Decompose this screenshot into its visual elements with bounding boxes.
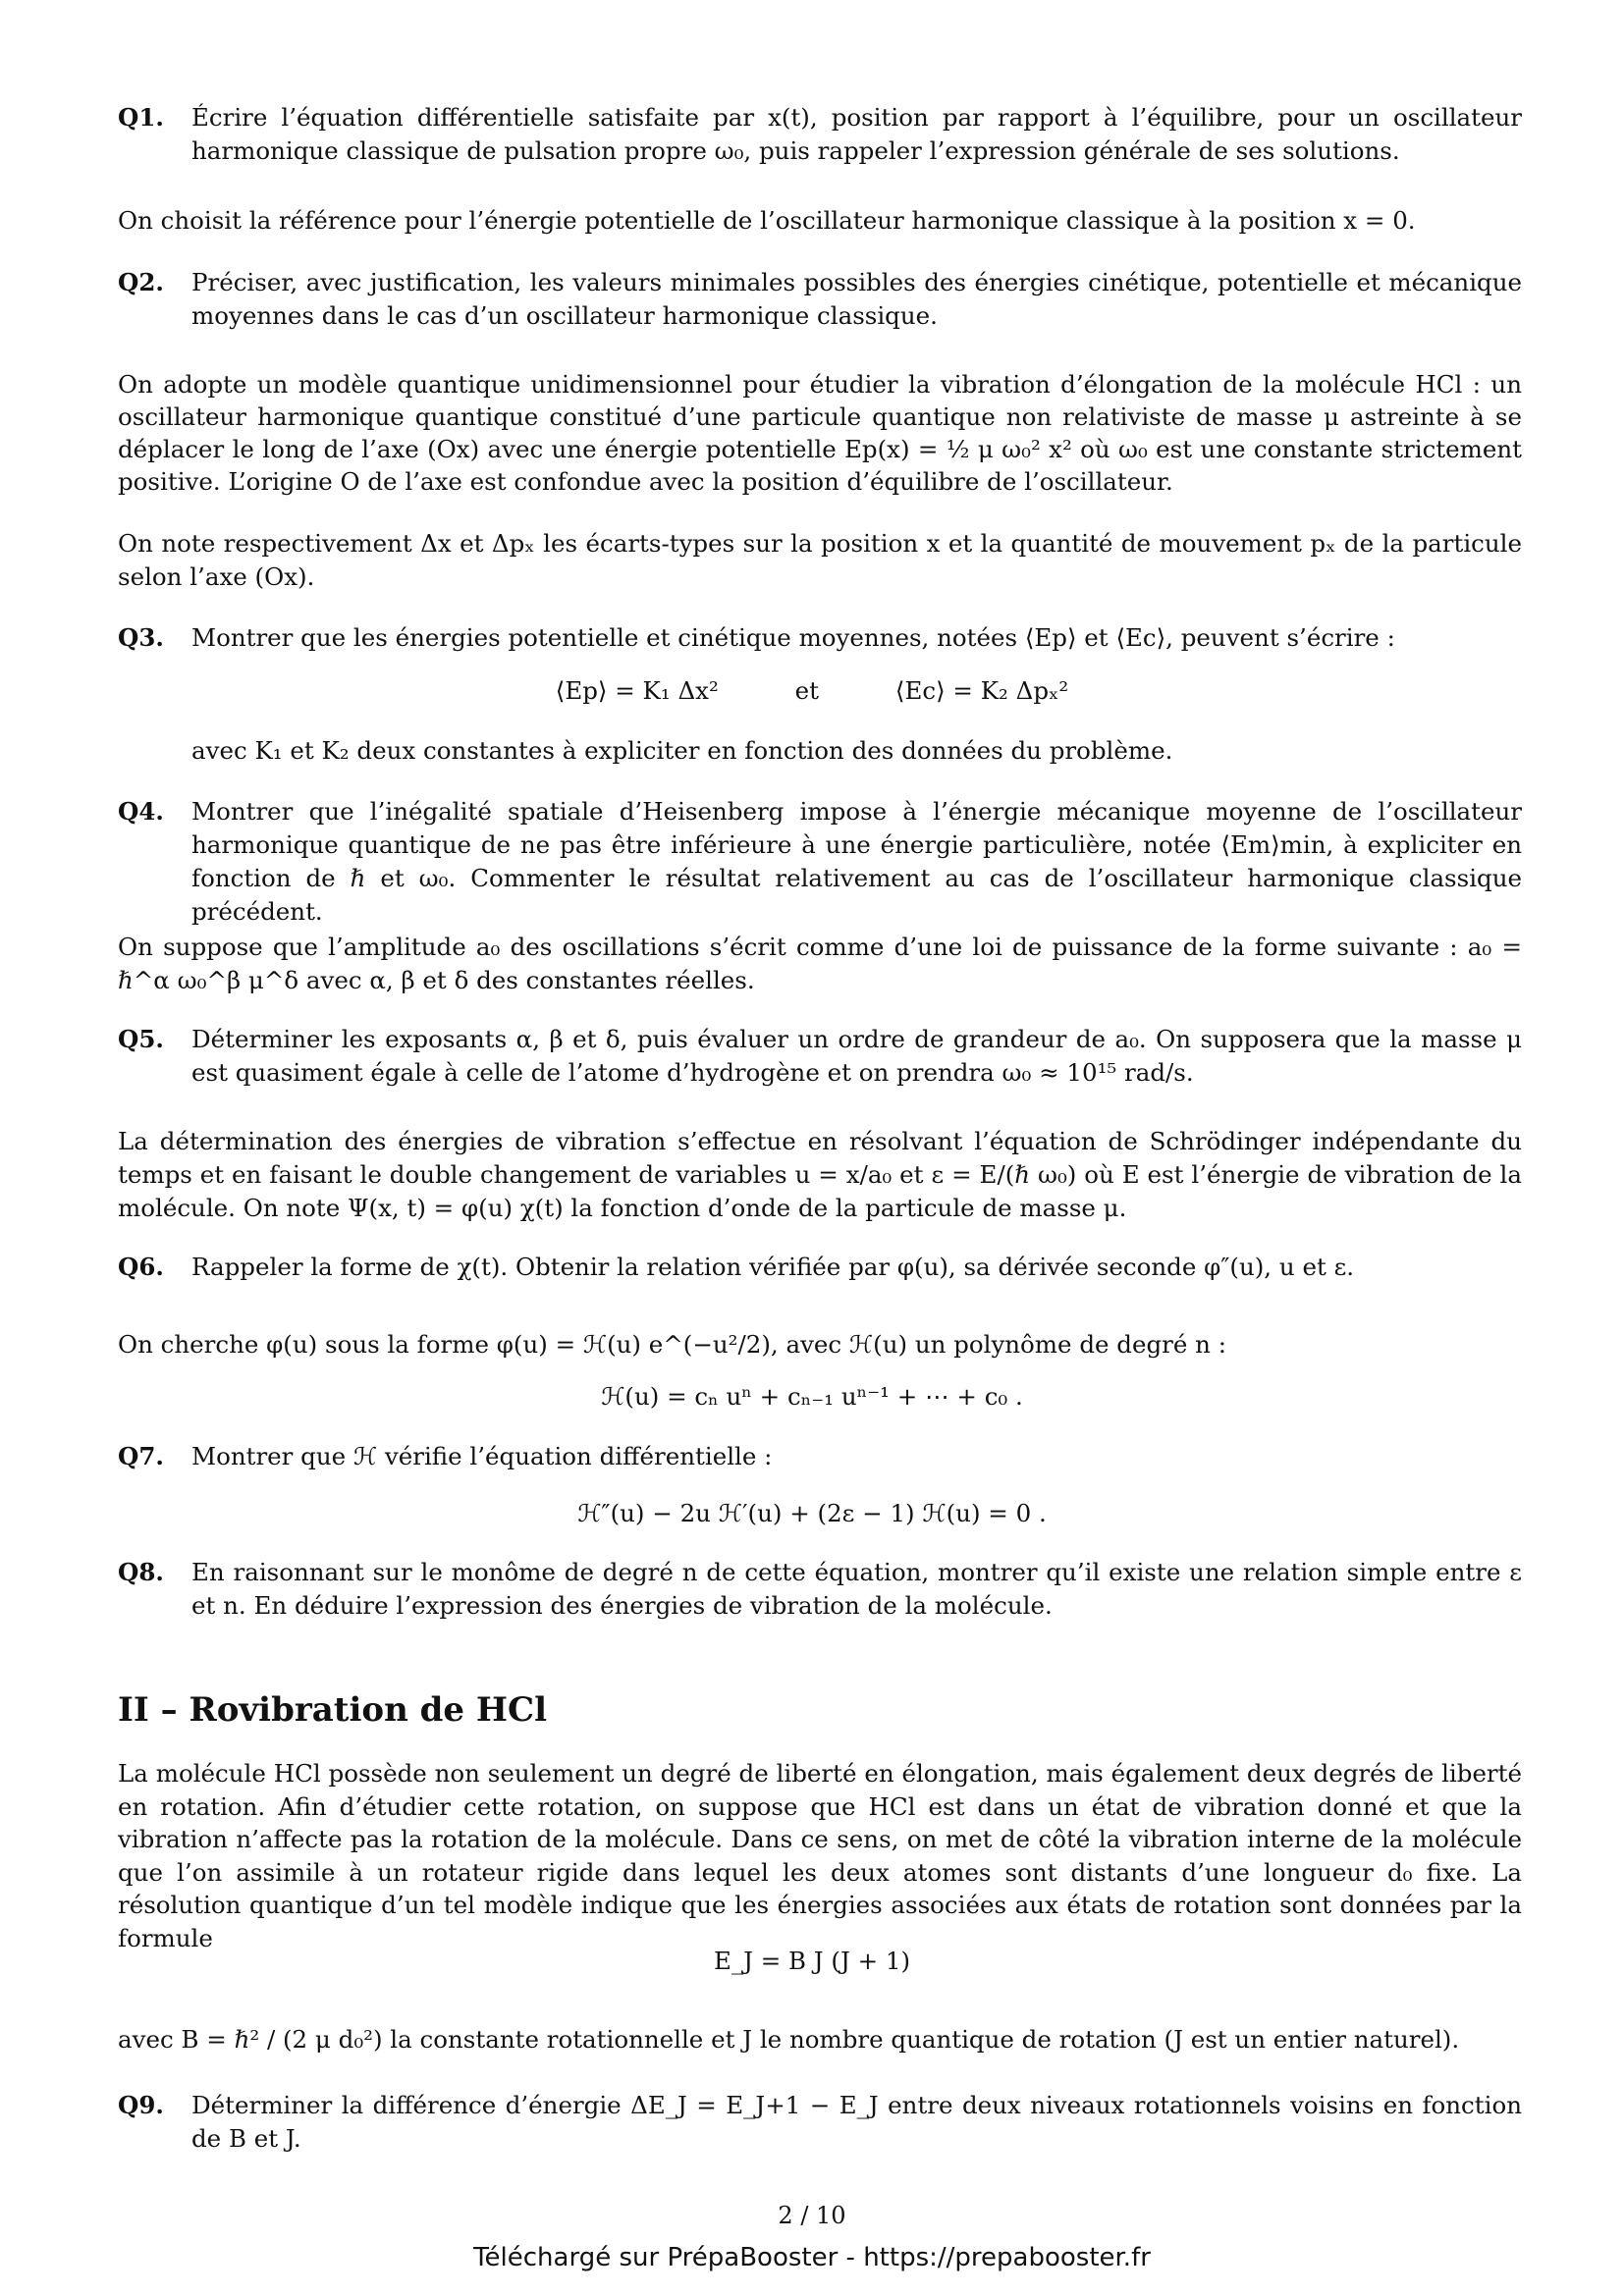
- paragraph: avec K₁ et K₂ deux constantes à expliciter en fonction des données du problème.: [191, 736, 1173, 765]
- equation: ⟨Ep⟩ = K₁ Δx² et ⟨Ec⟩ = K₂ Δpₓ²: [555, 676, 1069, 705]
- question-q8: [118, 1556, 1522, 1623]
- question-text: Écrire l’équation différentielle satisfaite par x(t), position par rapport à l’équilibre, pour un oscillateur harmonique classique de pulsation propre ω₀, puis rappeler l’expression générale de ses solutions.: [191, 103, 1522, 165]
- equation: ℋ(u) = cₙ uⁿ + cₙ₋₁ uⁿ⁻¹ + ⋯ + c₀ .: [601, 1382, 1023, 1411]
- paragraph: On suppose que l’amplitude a₀ des oscillations s’écrit comme d’une loi de puissance de la forme suivante : a₀ = ℏ^α ω₀^β μ^δ avec α, β et δ des constantes réelles.: [118, 933, 1522, 994]
- question-text: Montrer que l’inégalité spatiale d’Heisenberg impose à l’énergie mécanique moyenne de l’oscillateur harmonique quantique de ne pas être inférieure à une énergie particulière, notée ⟨Em⟩min, à expliciter en fonction de ℏ et ω₀. Commenter le résultat relativement au cas de l’oscillateur harmonique classique précédent.: [191, 797, 1522, 926]
- question-q1: [118, 101, 1522, 168]
- question-text: Préciser, avec justification, les valeurs minimales possibles des énergies cinétique, potentielle et mécanique moyennes dans le cas d’un oscillateur harmonique classique.: [191, 268, 1522, 330]
- page-number: 2 / 10: [778, 2202, 846, 2229]
- question-text: Montrer que les énergies potentielle et cinétique moyennes, notées ⟨Ep⟩ et ⟨Ec⟩, peuvent s’écrire :: [191, 623, 1395, 652]
- question-label: Q9.: [118, 2091, 164, 2119]
- question-text: Déterminer la différence d’énergie ΔE_J = E_J+1 − E_J entre deux niveaux rotationnels voisins en fonction de B et J.: [191, 2091, 1522, 2153]
- question-q4: [118, 795, 1522, 929]
- paragraph: On adopte un modèle quantique unidimensionnel pour étudier la vibration d’élongation de la molécule HCl : un oscillateur harmonique quantique constitué d’une particule quantique non relativiste de masse μ astreinte à se déplacer le long de l’axe (Ox) avec une énergie potentielle Ep(x) = ½ μ ω₀² x² où ω₀ est une constante strictement positive. L’origine O de l’axe est confondue avec la position d’équilibre de l’oscillateur.: [118, 370, 1522, 496]
- question-q6: [118, 1251, 1522, 1284]
- paragraph: On cherche φ(u) sous la forme φ(u) = ℋ(u) e^(−u²/2), avec ℋ(u) un polynôme de degré n :: [118, 1330, 1226, 1359]
- equation: E_J = B J (J + 1): [713, 1947, 911, 1975]
- question-label: Q1.: [118, 103, 164, 132]
- question-label: Q2.: [118, 268, 164, 296]
- question-label: Q3.: [118, 623, 164, 652]
- question-q2: [118, 266, 1522, 333]
- question-label: Q8.: [118, 1558, 164, 1586]
- question-label: Q7.: [118, 1442, 164, 1470]
- question-text: En raisonnant sur le monôme de degré n de cette équation, montrer qu’il existe une relation simple entre ε et n. En déduire l’expression des énergies de vibration de la molécule.: [191, 1558, 1522, 1620]
- question-label: Q4.: [118, 797, 164, 826]
- question-text: Rappeler la forme de χ(t). Obtenir la relation vérifiée par φ(u), sa dérivée seconde φ″(u), u et ε.: [191, 1253, 1355, 1281]
- question-label: Q6.: [118, 1253, 164, 1281]
- question-q5: [118, 1023, 1522, 1090]
- question-text: Montrer que ℋ vérifie l’équation différentielle :: [191, 1442, 773, 1470]
- paragraph: On note respectivement Δx et Δpₓ les écarts-types sur la position x et la quantité de mouvement pₓ de la particule selon l’axe (Ox).: [118, 529, 1522, 591]
- equation: ℋ″(u) − 2u ℋ′(u) + (2ε − 1) ℋ(u) = 0 .: [577, 1499, 1047, 1527]
- question-text: Déterminer les exposants α, β et δ, puis évaluer un ordre de grandeur de a₀. On supposera que la masse μ est quasiment égale à celle de l’atome d’hydrogène et on prendra ω₀ ≈ 10¹⁵ rad/s.: [191, 1025, 1522, 1087]
- question-q7: [118, 1440, 1522, 1473]
- question-q9: [118, 2089, 1522, 2156]
- download-link[interactable]: Téléchargé sur PrépaBooster - https://prepabooster.fr: [473, 2243, 1151, 2272]
- paragraph: On choisit la référence pour l’énergie potentielle de l’oscillateur harmonique classique à la position x = 0.: [118, 206, 1416, 235]
- question-q3: [118, 621, 1522, 655]
- paragraph: La molécule HCl possède non seulement un degré de liberté en élongation, mais également deux degrés de liberté en rotation. Afin d’étudier cette rotation, on suppose que HCl est dans un état de vibration donné et que la vibration n’affecte pas la rotation de la molécule. Dans ce sens, on met de côté la vibration interne de la molécule que l’on assimile à un rotateur rigide dans lequel les deux atomes sont distants d’une longueur d₀ fixe. La résolution quantique d’un tel modèle indique que les énergies associées aux états de rotation sont données par la formule: [118, 1759, 1522, 1952]
- paragraph: La détermination des énergies de vibration s’effectue en résolvant l’équation de Schrödinger indépendante du temps et en faisant le double changement de variables u = x/a₀ et ε = E/(ℏ ω₀) où E est l’énergie de vibration de la molécule. On note Ψ(x, t) = φ(u) χ(t) la fonction d’onde de la particule de masse μ.: [118, 1127, 1522, 1222]
- section-title: II – Rovibration de HCl: [118, 1690, 548, 1730]
- question-label: Q5.: [118, 1025, 164, 1053]
- paragraph: avec B = ℏ² / (2 μ d₀²) la constante rotationnelle et J le nombre quantique de rotation (J est un entier naturel).: [118, 2025, 1460, 2054]
